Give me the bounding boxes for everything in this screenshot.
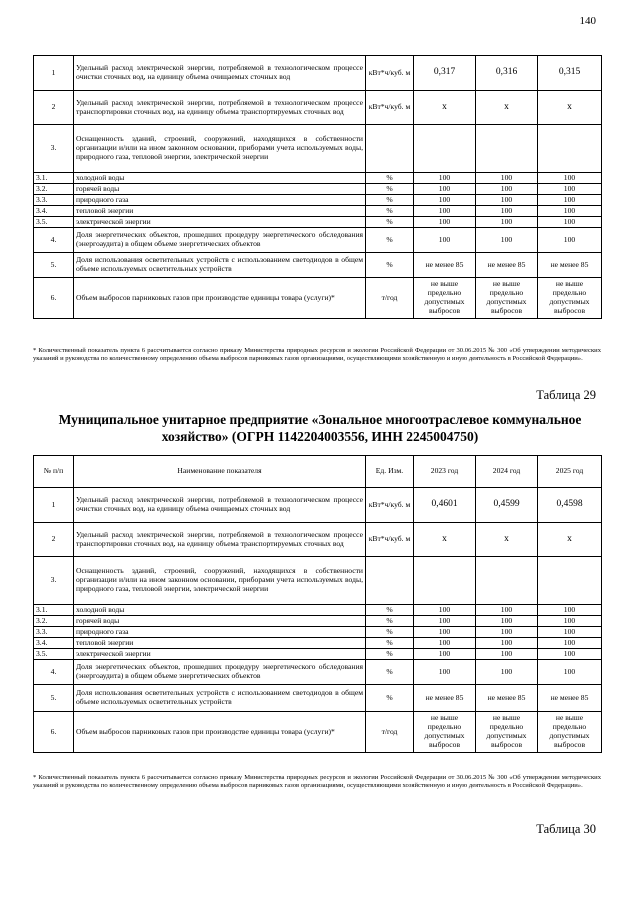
- organization-title: Муниципальное унитарное предприятие «Зональное многоотраслевое коммунальное хозяйство» (ОГРН 1142204003556, ИНН 2245004750): [58, 412, 582, 444]
- value-year-2: 100: [476, 217, 538, 228]
- unit-cell: кВт*ч/куб. м: [366, 523, 414, 557]
- table-row: [34, 557, 602, 605]
- value-year-2: не менее 85: [476, 253, 538, 278]
- indicator-name: Оснащенность зданий, строений, сооружений, находящихся в собственности организации и/или на ином законном основании, приборами учета используемых воды, природного газа, тепловой энергии, электрической энергии: [74, 557, 366, 605]
- header-year-2024: 2024 год: [476, 456, 538, 488]
- indicator-name: холодной воды: [74, 173, 366, 184]
- row-number: 3.2.: [34, 184, 74, 195]
- value-year-1: x: [414, 91, 476, 125]
- value-year-3: 100: [538, 184, 602, 195]
- unit-cell: %: [366, 206, 414, 217]
- indicator-name: Доля энергетических объектов, прошедших процедуру энергетического обследования (энергоаудита) в общем объеме энергетических объектов: [74, 660, 366, 685]
- row-number: 4.: [34, 660, 74, 685]
- value-year-3: не менее 85: [538, 253, 602, 278]
- table-row: [34, 56, 602, 91]
- row-number: 3.3.: [34, 195, 74, 206]
- indicator-name: Доля использования осветительных устройств с использованием светодиодов в общем объеме используемых осветительных устройств: [74, 253, 366, 278]
- table-row: [34, 195, 602, 206]
- value-year-2: 100: [476, 228, 538, 253]
- table1-body: [34, 56, 602, 319]
- table-row: [34, 712, 602, 753]
- value-year-3: 100: [538, 217, 602, 228]
- value-year-1: [414, 557, 476, 605]
- unit-cell: %: [366, 173, 414, 184]
- value-year-2: 100: [476, 173, 538, 184]
- header-unit: Ед. Изм.: [366, 456, 414, 488]
- table-row: [34, 91, 602, 125]
- row-number: 3.: [34, 125, 74, 173]
- unit-cell: т/год: [366, 712, 414, 753]
- value-year-1: 100: [414, 605, 476, 616]
- table-row: [34, 605, 602, 616]
- header-year-2023: 2023 год: [414, 456, 476, 488]
- unit-cell: %: [366, 217, 414, 228]
- unit-cell: кВт*ч/куб. м: [366, 91, 414, 125]
- value-year-3: 100: [538, 173, 602, 184]
- unit-cell: %: [366, 228, 414, 253]
- value-year-2: [476, 125, 538, 173]
- value-year-2: 100: [476, 649, 538, 660]
- indicator-name: Удельный расход электрической энергии, потребляемой в технологическом процессе очистки сточных вод, на единицу объема очищаемых сточных вод: [74, 488, 366, 523]
- row-number: 6.: [34, 278, 74, 319]
- table-row: [34, 206, 602, 217]
- table-row: [34, 488, 602, 523]
- row-number: 2: [34, 523, 74, 557]
- value-year-3: 0,315: [538, 56, 602, 91]
- indicators-table-continued: [33, 55, 602, 319]
- value-year-3: 100: [538, 605, 602, 616]
- header-num: № п/п: [34, 456, 74, 488]
- value-year-1: 0,4601: [414, 488, 476, 523]
- value-year-2: [476, 557, 538, 605]
- table-row: [34, 685, 602, 712]
- indicator-name: горячей воды: [74, 616, 366, 627]
- value-year-1: не менее 85: [414, 253, 476, 278]
- unit-cell: %: [366, 685, 414, 712]
- header-name: Наименование показателя: [74, 456, 366, 488]
- value-year-3: не менее 85: [538, 685, 602, 712]
- unit-cell: %: [366, 253, 414, 278]
- unit-cell: т/год: [366, 278, 414, 319]
- row-number: 3.1.: [34, 173, 74, 184]
- value-year-1: 100: [414, 616, 476, 627]
- value-year-2: не выше предельно допустимых выбросов: [476, 712, 538, 753]
- value-year-1: 0,317: [414, 56, 476, 91]
- value-year-3: 100: [538, 195, 602, 206]
- value-year-1: 100: [414, 173, 476, 184]
- indicator-name: Удельный расход электрической энергии, потребляемой в технологическом процессе транспортировки сточных вод, на единицу объема транспортируемых сточных вод: [74, 523, 366, 557]
- table-row: [34, 125, 602, 173]
- value-year-3: x: [538, 523, 602, 557]
- row-number: 1: [34, 56, 74, 91]
- unit-cell: кВт*ч/куб. м: [366, 56, 414, 91]
- value-year-2: 100: [476, 616, 538, 627]
- table-row: [34, 217, 602, 228]
- table-row: [34, 278, 602, 319]
- value-year-2: 100: [476, 184, 538, 195]
- indicator-name: Удельный расход электрической энергии, потребляемой в технологическом процессе транспортировки сточных вод, на единицу объема транспортируемых сточных вод: [74, 91, 366, 125]
- value-year-1: [414, 125, 476, 173]
- indicator-name: Доля энергетических объектов, прошедших процедуру энергетического обследования (энергоаудита) в общем объеме энергетических объектов: [74, 228, 366, 253]
- value-year-1: не выше предельно допустимых выбросов: [414, 712, 476, 753]
- value-year-2: x: [476, 91, 538, 125]
- value-year-1: 100: [414, 217, 476, 228]
- value-year-1: x: [414, 523, 476, 557]
- value-year-3: x: [538, 91, 602, 125]
- row-number: 3.: [34, 557, 74, 605]
- value-year-3: [538, 125, 602, 173]
- unit-cell: [366, 557, 414, 605]
- value-year-2: 100: [476, 605, 538, 616]
- indicator-name: тепловой энергии: [74, 206, 366, 217]
- indicator-name: природного газа: [74, 195, 366, 206]
- indicator-name: природного газа: [74, 627, 366, 638]
- table-label-30: Таблица 30: [536, 822, 596, 836]
- indicator-name: холодной воды: [74, 605, 366, 616]
- value-year-3: 100: [538, 627, 602, 638]
- table2-header: [34, 456, 602, 488]
- row-number: 3.4.: [34, 206, 74, 217]
- unit-cell: %: [366, 184, 414, 195]
- value-year-1: 100: [414, 195, 476, 206]
- row-number: 3.1.: [34, 605, 74, 616]
- indicator-name: горячей воды: [74, 184, 366, 195]
- row-number: 3.5.: [34, 217, 74, 228]
- row-number: 3.4.: [34, 638, 74, 649]
- table-row: [34, 184, 602, 195]
- row-number: 5.: [34, 685, 74, 712]
- table2-body: [34, 488, 602, 753]
- unit-cell: %: [366, 195, 414, 206]
- indicator-name: Объем выбросов парниковых газов при производстве единицы товара (услуги)*: [74, 278, 366, 319]
- table-row: [34, 253, 602, 278]
- row-number: 4.: [34, 228, 74, 253]
- value-year-1: не менее 85: [414, 685, 476, 712]
- header-year-2025: 2025 год: [538, 456, 602, 488]
- row-number: 5.: [34, 253, 74, 278]
- row-number: 2: [34, 91, 74, 125]
- value-year-2: 0,316: [476, 56, 538, 91]
- table-label-29: Таблица 29: [536, 388, 596, 402]
- value-year-3: 100: [538, 616, 602, 627]
- indicator-name: Удельный расход электрической энергии, потребляемой в технологическом процессе очистки сточных вод, на единицу объема очищаемых сточных вод: [74, 56, 366, 91]
- value-year-3: не выше предельно допустимых выбросов: [538, 712, 602, 753]
- value-year-2: 100: [476, 195, 538, 206]
- row-number: 6.: [34, 712, 74, 753]
- indicators-table-29: [33, 455, 602, 753]
- value-year-2: не менее 85: [476, 685, 538, 712]
- value-year-2: не выше предельно допустимых выбросов: [476, 278, 538, 319]
- value-year-1: 100: [414, 660, 476, 685]
- row-number: 3.3.: [34, 627, 74, 638]
- footnote-2: * Количественный показатель пункта 6 рассчитывается согласно приказу Министерства природных ресурсов и экологии Российской Федерации от 30.06.2015 № 300 «Об утверждении методических указаний и руководства по количественному определению объема выбросов парниковых газов организациями, осуществляющими хозяйственную и иную деятельность в Российской Федерации».: [33, 774, 601, 790]
- table-row: [34, 228, 602, 253]
- row-number: 3.2.: [34, 616, 74, 627]
- value-year-3: не выше предельно допустимых выбросов: [538, 278, 602, 319]
- value-year-1: 100: [414, 638, 476, 649]
- unit-cell: [366, 125, 414, 173]
- row-number: 1: [34, 488, 74, 523]
- value-year-2: 100: [476, 627, 538, 638]
- value-year-2: 0,4599: [476, 488, 538, 523]
- table-row: [34, 616, 602, 627]
- indicator-name: электрической энергии: [74, 649, 366, 660]
- indicator-name: Оснащенность зданий, строений, сооружений, находящихся в собственности организации и/или на ином законном основании, приборами учета используемых воды, природного газа, тепловой энергии, электрической энергии: [74, 125, 366, 173]
- unit-cell: кВт*ч/куб. м: [366, 488, 414, 523]
- indicator-name: Доля использования осветительных устройств с использованием светодиодов в общем объеме используемых осветительных устройств: [74, 685, 366, 712]
- unit-cell: %: [366, 616, 414, 627]
- table-row: [34, 173, 602, 184]
- unit-cell: %: [366, 649, 414, 660]
- value-year-1: не выше предельно допустимых выбросов: [414, 278, 476, 319]
- unit-cell: %: [366, 638, 414, 649]
- value-year-1: 100: [414, 184, 476, 195]
- page-number: 140: [579, 15, 596, 27]
- value-year-3: 100: [538, 638, 602, 649]
- indicator-name: Объем выбросов парниковых газов при производстве единицы товара (услуги)*: [74, 712, 366, 753]
- value-year-2: x: [476, 523, 538, 557]
- row-number: 3.5.: [34, 649, 74, 660]
- table-row: [34, 660, 602, 685]
- table-row: [34, 649, 602, 660]
- value-year-1: 100: [414, 206, 476, 217]
- indicator-name: тепловой энергии: [74, 638, 366, 649]
- value-year-3: 0,4598: [538, 488, 602, 523]
- indicator-name: электрической энергии: [74, 217, 366, 228]
- value-year-2: 100: [476, 206, 538, 217]
- unit-cell: %: [366, 660, 414, 685]
- value-year-2: 100: [476, 638, 538, 649]
- value-year-3: 100: [538, 649, 602, 660]
- value-year-3: [538, 557, 602, 605]
- table-row: [34, 627, 602, 638]
- value-year-3: 100: [538, 206, 602, 217]
- unit-cell: %: [366, 627, 414, 638]
- footnote-1: * Количественный показатель пункта 6 рассчитывается согласно приказу Министерства природных ресурсов и экологии Российской Федерации от 30.06.2015 № 300 «Об утверждении методических указаний и руководства по количественному определению объема выбросов парниковых газов организациями, осуществляющими хозяйственную и иную деятельность в Российской Федерации».: [33, 347, 601, 363]
- unit-cell: %: [366, 605, 414, 616]
- value-year-1: 100: [414, 228, 476, 253]
- value-year-3: 100: [538, 228, 602, 253]
- table-row: [34, 638, 602, 649]
- value-year-3: 100: [538, 660, 602, 685]
- table-row: [34, 523, 602, 557]
- value-year-1: 100: [414, 627, 476, 638]
- value-year-1: 100: [414, 649, 476, 660]
- value-year-2: 100: [476, 660, 538, 685]
